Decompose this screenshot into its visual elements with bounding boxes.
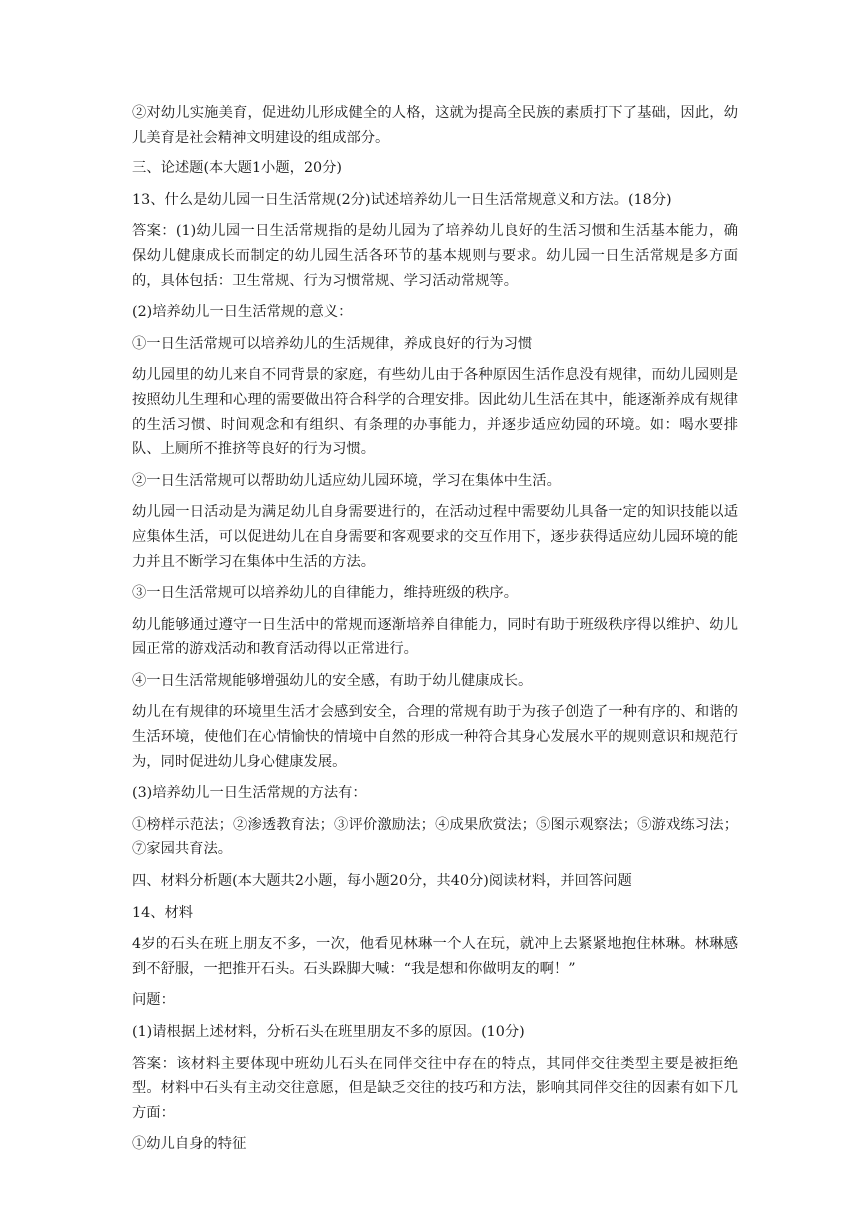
significance-point-3-detail: 幼儿能够通过遵守一日生活中的常规而逐渐培养自律能力，同时有助于班级秩序得以维护、幼儿园正常的游戏活动和教育活动得以正常进行。 — [132, 616, 738, 658]
question-14-material: 4岁的石头在班上朋友不多，一次，他看见林琳一个人在玩，就冲上去紧紧地抱住林琳。林琳感到不舒服，一把推开石头。石头跺脚大喊：“我是想和你做明友的啊！” — [132, 936, 738, 977]
answer-14-part-1: 答案：该材料主要体现中班幼儿石头在同伴交往中存在的特点，其同伴交往类型主要是被拒绝型。材料中石头有主动交往意愿，但是缺乏交往的技巧和方法，影响其同伴交往的因素有如下几方面： — [132, 1055, 738, 1121]
significance-point-2-detail: 幼儿园一日活动是为满足幼儿自身需要进行的，在活动过程中需要幼儿具备一定的知识技能以适应集体生活，可以促进幼儿在自身需要和客观要求的交互作用下，逐步获得适应幼儿园环境的能力并且不断学习在集体中生活的方法。 — [132, 504, 738, 570]
significance-point-1: ①一日生活常规可以培养幼儿的生活规律，养成良好的行为习惯 — [132, 335, 533, 352]
document-page — [132, 101, 738, 1164]
answer-13-methods-heading: (3)培养幼儿一日生活常规的方法有： — [132, 785, 367, 802]
section-heading-material-analysis: 四、材料分析题(本大题共2小题，每小题20分，共40分)阅读材料，并回答问题 — [132, 873, 632, 890]
paragraph-aesthetic-education: ②对幼儿实施美育，促进幼儿形成健全的人格，这就为提高全民族的素质打下了基础，因此，幼儿美育是社会精神文明建设的组成部分。 — [132, 105, 738, 146]
answer-13-methods-list: ①榜样示范法；②渗透教育法；③评价激励法；④成果欣赏法；⑤图示观察法；⑤游戏练习法；⑦家园共育法。 — [132, 816, 738, 858]
question-14-label: 14、材料 — [132, 904, 194, 921]
question-14-problem-label: 问题： — [132, 992, 175, 1009]
significance-point-4-detail: 幼儿在有规律的环境里生活才会感到安全，合理的常规有助于为孩子创造了一种有序的、和谐的生活环境，使他们在心情愉快的情境中自然的形成一种符合其身心发展水平的规则意识和规范行为，同时促进幼儿身心健康发展。 — [132, 704, 738, 770]
significance-point-2: ②一日生活常规可以帮助幼儿适应幼儿园环境，学习在集体中生活。 — [132, 472, 561, 489]
answer-13-significance-heading: (2)培养幼儿一日生活常规的意义： — [132, 304, 353, 321]
section-heading-essay: 三、论述题(本大题1小题，20分) — [132, 160, 343, 177]
answer-14-factor-1: ①幼儿自身的特征 — [132, 1136, 247, 1153]
question-14-part-1: (1)请根据上述材料，分析石头在班里朋友不多的原因。(10分) — [132, 1024, 525, 1040]
question-13: 13、什么是幼儿园一日生活常规(2分)试述培养幼儿一日生活常规意义和方法。(18分) — [132, 191, 672, 208]
significance-point-3: ③一日生活常规可以培养幼儿的自律能力，维持班级的秩序。 — [132, 585, 519, 602]
answer-13-definition: 答案：(1)幼儿园一日生活常规指的是幼儿园为了培养幼儿良好的生活习惯和生活基本能力，确保幼儿健康成长而制定的幼儿园生活各环节的基本规则与要求。幼儿园一日生活常规是多方面的，具体包括：卫生常规、行为习惯常规、学习活动常规等。 — [132, 223, 738, 289]
significance-point-1-detail: 幼儿园里的幼儿来自不同背景的家庭，有些幼儿由于各种原因生活作息没有规律，而幼儿园则是按照幼儿生理和心理的需要做出符合科学的合理安排。因此幼儿生活在其中，能逐渐养成有规律的生活习惯、时间观念和有组织、有条理的办事能力，并逐步适应幼园的环境。如：喝水要排队、上厕所不推挤等良好的行为习惯。 — [132, 367, 738, 458]
significance-point-4: ④一日生活常规能够增强幼儿的安全感，有助于幼儿健康成长。 — [132, 672, 533, 689]
